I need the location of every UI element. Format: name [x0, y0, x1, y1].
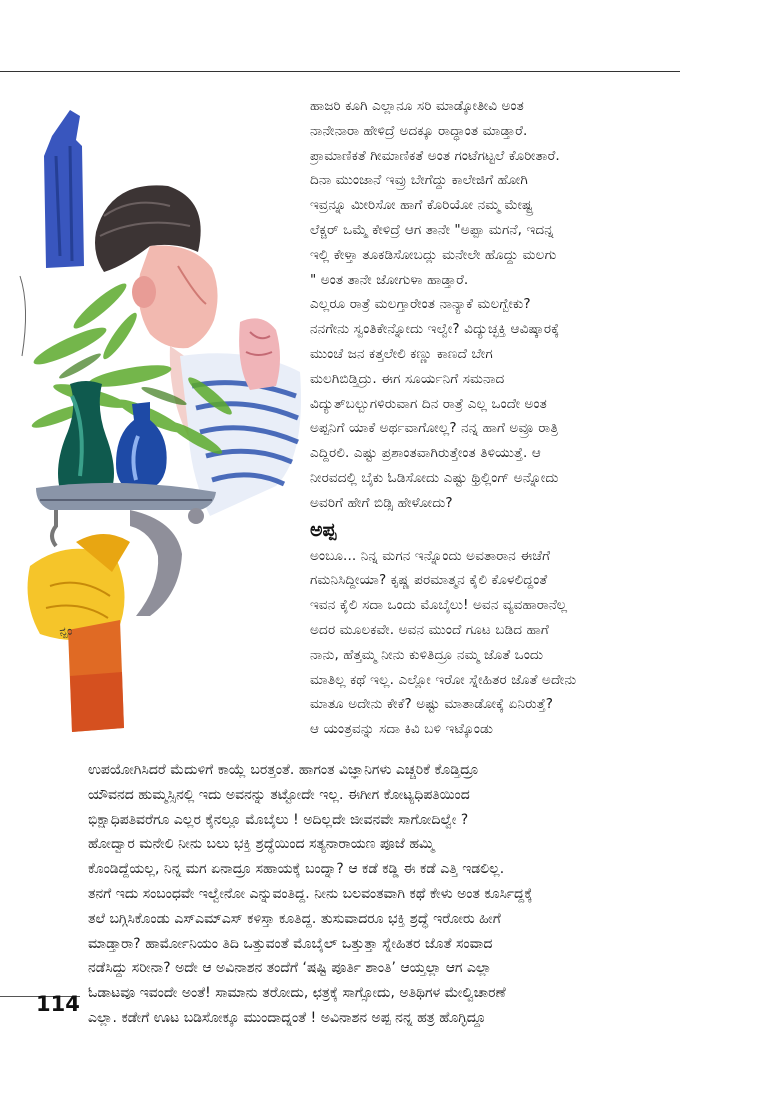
- text-line: ಅದರ ಮೂಲಕವೇ. ಅವನ ಮುಂದೆ ಗೂಟ ಬಡಿದ ಹಾಗೆ: [310, 621, 549, 638]
- text-line: ವಿದ್ಯುತ್‌ಬಲ್ಬುಗಳಿರುವಾಗ ದಿನ ರಾತ್ರೆ ಎಲ್ಲ ಒಂದೇ ಅಂತ: [310, 395, 547, 412]
- text-line: ಇವ್ರನ್ನೂ ಮೀರಿಸೋ ಹಾಗೆ ಕೊರಿಯೋ ನಮ್ಮ ಮೇಷ್ಟ್ರ: [310, 197, 533, 214]
- text-line: ಎಲ್ಲರೂ ರಾತ್ರೆ ಮಲಗ್ತಾರೇಂತ ನಾನ್ಯಾಕೆ ಮಲಗ್ಬೇಕು?: [310, 296, 531, 313]
- page-number: 114: [36, 992, 80, 1016]
- text-line: ಭಿಕ್ಷಾಧಿಪತಿವರೆಗೂ ಎಲ್ಲರ ಕೈನಲ್ಲೂ ಮೊಬೈಲು ! ಅದಿಲ್ಲದೇ ಜೀವನವೇ ಸಾಗೋದಿಲ್ವೇ ?: [88, 811, 469, 828]
- artist-signature: ನ್ಪಂ: [58, 623, 74, 639]
- text-line: ಯೌವನದ ಹುಮ್ಮಸ್ಸಿನಲ್ಲಿ ಇದು ಅವನನ್ನು ತಟ್ಟೋದೇ ಇಲ್ಲ. ಈಗೀಗ ಕೋಟ್ಯಧಿಪತಿಯಿಂದ: [88, 786, 470, 803]
- section-heading: ಅಪ್ಪ: [310, 518, 337, 541]
- text-line: ಆ ಯಂತ್ರವನ್ನು ಸದಾ ಕಿವಿ ಬಳಿ ಇಟ್ಕೊಂಡು: [310, 721, 494, 738]
- text-line: ನನಗೇನು ಸ್ವಂತಿಕೇನ್ನೋದು ಇಲ್ವೇ? ವಿದ್ಯುಚ್ಛಕ್ತಿ ಆವಿಷ್ಕಾರಕ್ಕೆ: [310, 321, 560, 338]
- text-line: ಮಾತೂ ಅದೇನು ಕೇಕೆ? ಅಷ್ಟು ಮಾತಾಡೋಕ್ಕೆ ಏನಿರುತ್ತೆ?: [310, 696, 554, 713]
- text-line: ಅಂಬೂ... ನಿನ್ನ ಮಗನ ಇನ್ನೊಂದು ಅವತಾರಾನ ಈಚೆಗೆ: [310, 547, 551, 564]
- text-line: ದಿನಾ ಮುಂಜಾನೆ ಇವ್ರು ಬೇಗೆದ್ದು ಕಾಲೇಜಿಗೆ ಹೋಗಿ: [310, 172, 528, 189]
- text-line: ಮಾಡ್ತಾರಾ? ಹಾರ್ಮೋನಿಯಂ ತಿದಿ ಒತ್ತುವಂತೆ ಮೊಬೈಲ್ ಒತ್ತುತ್ತಾ ಸ್ನೇಹಿತರ ಜೊತೆ ಸಂವಾದ: [88, 935, 493, 952]
- text-line: ಇಲ್ಲಿ ಕೇಳ್ತಾ ತೂಕಡಿಸೋಬದ್ಲು ಮನೇಲೇ ಹೊದ್ದು ಮಲಗು: [310, 246, 557, 263]
- text-line: ಮುಂಚೆ ಜನ ಕತ್ತಲೇಲಿ ಕಣ್ಣು ಕಾಣದೆ ಬೇಗ: [310, 345, 493, 362]
- watercolor-illustration: [0, 96, 308, 732]
- text-line: ಅಪ್ಪನಿಗೆ ಯಾಕೆ ಅರ್ಥವಾಗೋಲ್ಲ? ನನ್ನ ಹಾಗೆ ಅವ್ರೂ ರಾತ್ರಿ: [310, 420, 559, 437]
- top-rule: [0, 71, 680, 72]
- text-line: ಕೊಂಡಿದ್ದೆಯಲ್ಲ, ನಿನ್ನ ಮಗ ಏನಾದ್ರೂ ಸಹಾಯಕ್ಕೆ ಬಂದ್ನಾ? ಆ ಕಡೆ ಕಡ್ಡಿ ಈ ಕಡೆ ಎತ್ತಿ ಇಡಲಿಲ್ಲ.: [88, 861, 505, 878]
- right-column: [310, 94, 670, 742]
- text-line: ನಾನೇನಾರಾ ಹೇಳಿದ್ರೆ ಅದಕ್ಕೂ ರಾದ್ಧಾಂತ ಮಾಡ್ತಾರೆ.: [310, 122, 528, 139]
- full-width-text: [88, 758, 668, 1031]
- text-line: ಲೆಕ್ಚರ್ ಒಮ್ಮೆ ಕೇಳಿದ್ರೆ ಆಗ ತಾನೇ "ಅಪ್ಪಾ ಮಗನೆ, ಇದನ್ನ: [310, 221, 554, 238]
- text-line: ಇವನ ಕೈಲಿ ಸದಾ ಒಂದು ಮೊಬೈಲು! ಅವನ ವ್ಯವಹಾರಾನೆಲ್ಲ: [310, 597, 568, 614]
- text-line: ತನಗೆ ಇದು ಸಂಬಂಧವೇ ಇಲ್ವೇನೋ ಎನ್ನುವಂತಿದ್ದ. ನೀನು ಬಲವಂತವಾಗಿ ಕಥೆ ಕೇಳು ಅಂತ ಕೂರ್ಸಿದ್ದಕ್ಕೆ: [88, 885, 533, 902]
- text-line: ಎದ್ದಿರಲಿ. ಎಷ್ಟು ಪ್ರಶಾಂತವಾಗಿರುತ್ತೇಂತ ತಿಳಿಯುತ್ತೆ. ಆ: [310, 445, 541, 462]
- text-line: ಅವರಿಗೆ ಹೇಗೆ ಬಿಡ್ಸಿ ಹೇಳೋದು?: [310, 494, 453, 511]
- text-line: ಹಾಜರಿ ಕೂಗಿ ಎಲ್ಲಾನೂ ಸರಿ ಮಾಡ್ಕೋತೀವಿ ಅಂತ: [310, 98, 524, 114]
- text-line: ಪ್ರಾಮಾಣಿಕತೆ ಗೀಮಾಣಿಕತೆ ಅಂತ ಗಂಟೆಗಟ್ಟಲೆ ಕೊರೀತಾರೆ.: [310, 147, 560, 164]
- text-line: ಉಪಯೋಗಿಸಿದರೆ ಮೆದುಳಿಗೆ ಕಾಯ್ಲೆ ಬರತ್ತಂತೆ. ಹಾಗಂತ ವಿಜ್ಞಾನಿಗಳು ಎಚ್ಚರಿಕೆ ಕೊಡ್ತಿದ್ರೂ: [88, 762, 479, 778]
- text-line: ನಾನು, ಹೆತ್ತಮ್ಮ ನೀನು ಕುಳಿತಿದ್ರೂ ನಮ್ಮ ಜೊತೆ ಒಂದು: [310, 646, 544, 663]
- text-line: ಗಮನಿಸಿದ್ದೀಯಾ? ಕೃಷ್ಣ ಪರಮಾತ್ಮನ ಕೈಲಿ ಕೊಳಲಿದ್ದಂತೆ: [310, 572, 548, 589]
- text-line: ಓಡಾಟವೂ ಇವಂದೇ ಅಂತೆ! ಸಾಮಾನು ತರೋದು, ಛತ್ರಕ್ಕೆ ಸಾಗ್ಸೋದು, ಅತಿಥಿಗಳ ಮೇಲ್ವಿಚಾರಣೆ: [88, 985, 506, 1002]
- text-line: ಮಲಗಿಬಿಡ್ತಿದ್ರು. ಈಗ ಸೂರ್ಯನಿಗೆ ಸಮನಾದ: [310, 370, 505, 387]
- text-line: ತಲೆ ಬಗ್ಗಿಸಿಕೊಂಡು ಎಸ್‌ಎಮ್‌ಎಸ್ ಕಳಿಸ್ತಾ ಕೂತಿದ್ದ. ತುಸುವಾದರೂ ಭಕ್ತಿ ಶ್ರದ್ಧೆ ಇರೋರು ಹೀಗೆ: [88, 910, 501, 927]
- text-line: ನಡೆಸಿದ್ದು ಸರೀನಾ? ಅದೇ ಆ ಅವಿನಾಶನ ತಂದೆಗೆ ‘ಷಷ್ಟಿ ಪೂರ್ತಿ ಶಾಂತಿ’ ಆಯ್ತಲ್ಲಾ ಆಗ ಎಲ್ಲಾ: [88, 960, 492, 977]
- text-line: ಹೋದ್ವಾರ ಮನೇಲಿ ನೀನು ಬಲು ಭಕ್ತಿ ಶ್ರದ್ಧೆಯಿಂದ ಸತ್ಯನಾರಾಯಣ ಪೂಜೆ ಹಮ್ಮಿ: [88, 836, 435, 853]
- text-line: ನೀರವದಲ್ಲಿ ಬೈಕು ಓಡಿಸೋದು ಎಷ್ಟು ಥ್ರಿಲ್ಲಿಂಗ್ ಅನ್ನೋದು: [310, 469, 559, 486]
- text-line: ಎಲ್ಲಾ. ಕಡೇಗೆ ಊಟ ಬಡಿಸೋಕ್ಕೂ ಮುಂದಾದ್ನಂತೆ ! ಅವಿನಾಶನ ಅಪ್ಪ ನನ್ನ ಹತ್ರ ಹೊಗ್ಳಿದ್ದೂ: [88, 1009, 486, 1026]
- text-line: ಮಾತಿಲ್ಲ ಕಥೆ ಇಲ್ಲ. ಎಲ್ಲೋ ಇರೋ ಸ್ನೇಹಿತರ ಜೊತೆ ಅದೇನು: [310, 671, 577, 688]
- text-line: " ಅಂತ ತಾನೇ ಜೋಗುಳಾ ಹಾಡ್ತಾರೆ.: [310, 271, 469, 288]
